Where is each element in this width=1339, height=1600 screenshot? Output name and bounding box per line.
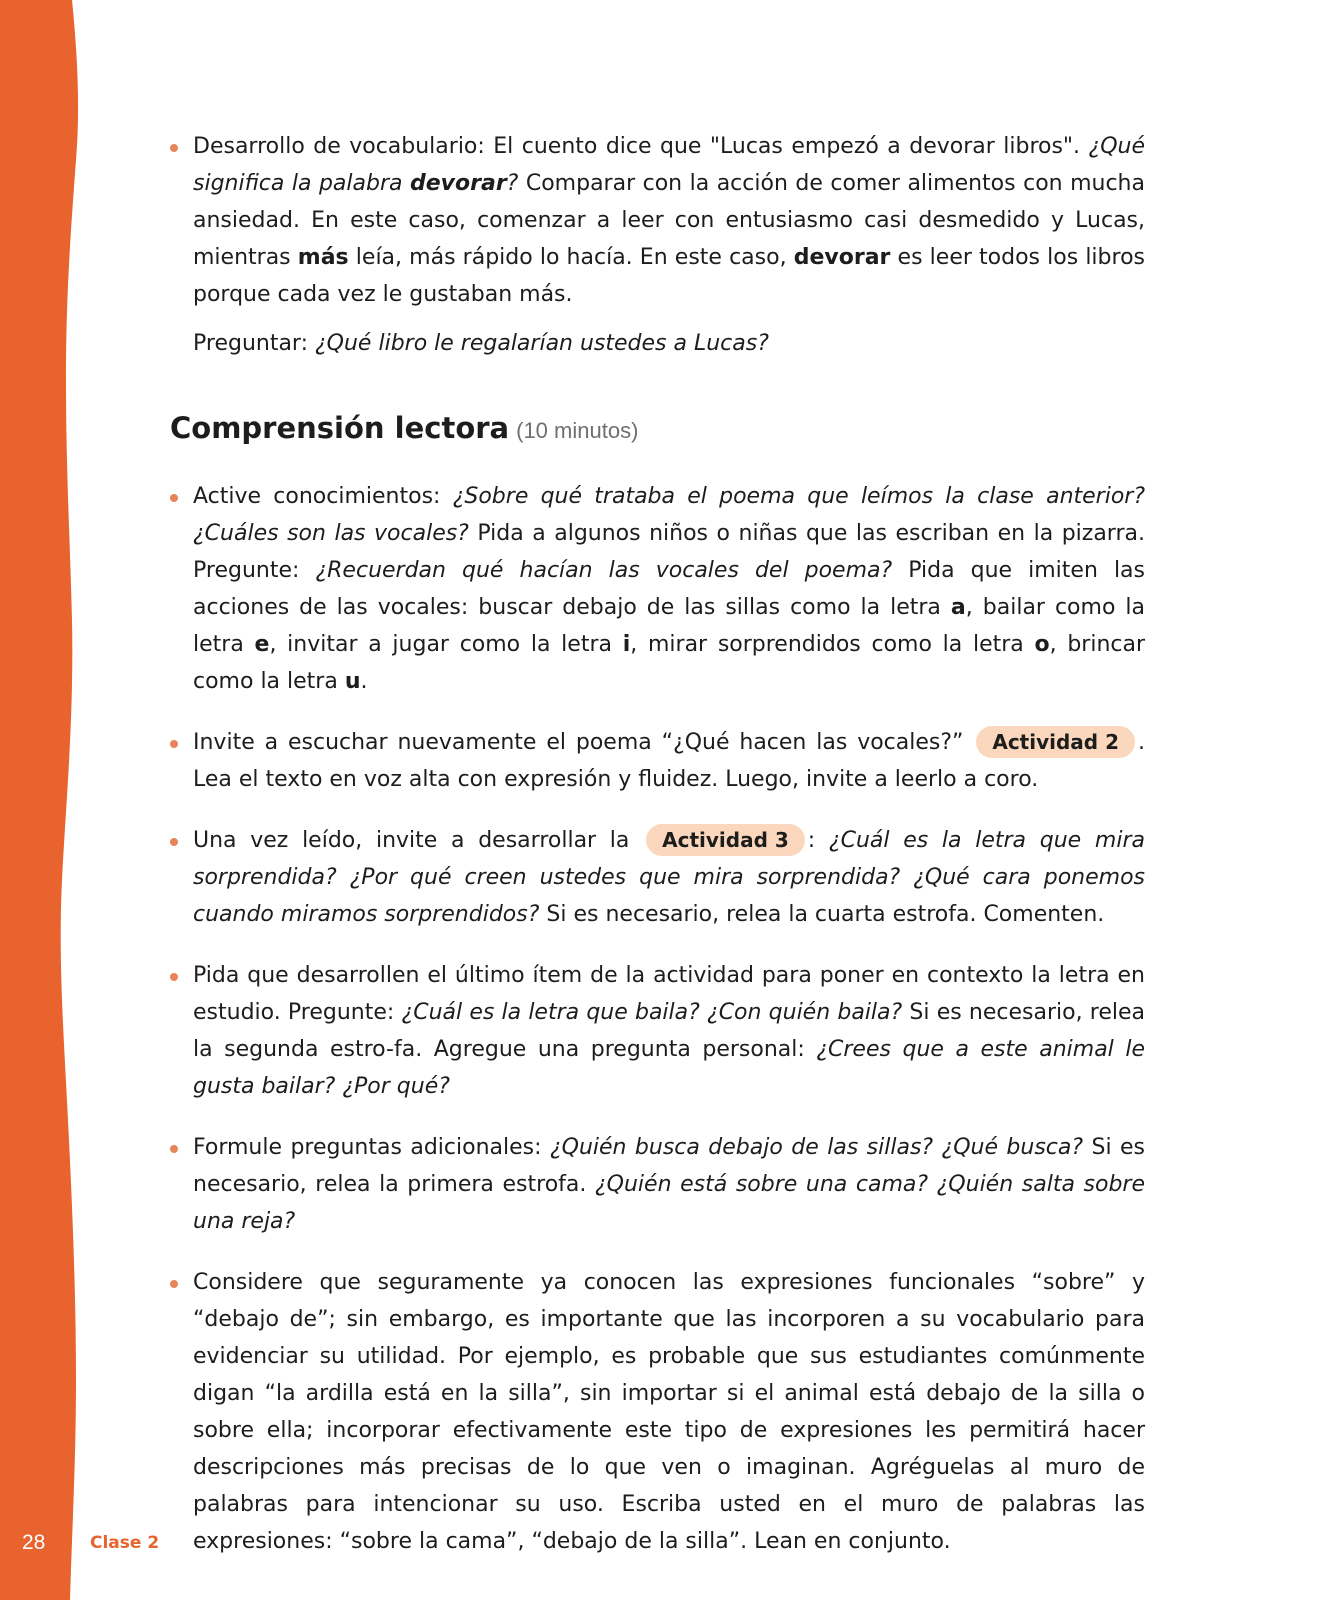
text: Considere que seguramente ya conocen las expresiones funcionales “sobre” y “debajo de”; sin embargo, es importante que las incorporen a su vocabulario para evidenciar su utilidad. Por ejemplo, es probable que sus estudiantes comúnmente digan “la ardilla está en la silla”, sin importar si el animal está debajo de la silla o sobre ella; incorporar efectivamente este tipo de expresiones les permitirá hacer descripciones más precisas de lo que ven o imaginan. Agréguelas al muro de palabras para intencionar su uso. Escriba usted en el muro de palabras las expresiones: “sobre la cama”, “debajo de la silla”. Lean en conjunto.: [193, 1270, 1145, 1554]
text: , brincar como la letra: [193, 632, 1146, 694]
bullet-icon: [170, 1145, 178, 1153]
text: , bailar como la letra: [193, 595, 1145, 657]
bullet-icon: [170, 838, 178, 846]
question-text: ¿Sobre qué trataba el poema que leímos la clase anterior? ¿Cuáles son las vocales?: [193, 484, 1146, 546]
list-item-vocabulary: [170, 128, 1145, 313]
text: . Lea el texto en voz alta con expresión y fluidez. Luego, invite a leerlo a coro.: [193, 730, 1145, 792]
list-item-functional-expressions: [170, 1264, 1145, 1560]
text: Formule preguntas adicionales:: [193, 1135, 550, 1160]
text: Si es necesario, relea la segunda estro-fa. Agregue una pregunta personal:: [193, 1000, 1145, 1062]
orange-side-band: [0, 0, 90, 1600]
question-text: ¿Qué libro le regalarían ustedes a Lucas?: [315, 331, 769, 356]
letter: e: [254, 632, 270, 657]
text: Active conocimientos:: [193, 484, 453, 509]
letter: a: [950, 595, 966, 620]
question-text: ¿Cuál es la letra que baila? ¿Con quién baila?: [401, 1000, 903, 1025]
text: Si es necesario, relea la primera estrofa.: [193, 1135, 1146, 1197]
bullet-icon: [170, 144, 178, 152]
text: Desarrollo de vocabulario: El cuento dice que "Lucas empezó a devorar libros".: [193, 134, 1089, 159]
text: .: [360, 669, 368, 694]
question-text: ¿Quién está sobre una cama? ¿Quién salta sobre una reja?: [193, 1172, 1145, 1234]
text: :: [807, 828, 829, 853]
section-title: Comprensión lectora: [170, 411, 510, 445]
question-text: ¿Qué significa la palabra: [193, 134, 1145, 196]
bullet-icon: [170, 973, 178, 981]
keyword: más: [297, 245, 349, 270]
list-item-last-item: [170, 957, 1145, 1105]
main-content: [170, 128, 1145, 1584]
text: leía, más rápido lo hacía. En este caso,: [348, 245, 794, 270]
question-paragraph: [170, 325, 1145, 362]
list-item-activity-3: [170, 822, 1145, 933]
question-mark: ?: [506, 171, 519, 196]
text: Invite a escuchar nuevamente el poema “¿Qué hacen las vocales?”: [193, 730, 964, 755]
bullet-icon: [170, 740, 178, 748]
letter: o: [1034, 632, 1050, 657]
question-text: ¿Crees que a este animal le gusta bailar? ¿Por qué?: [193, 1037, 1145, 1099]
text: Si es necesario, relea la cuarta estrofa. Comenten.: [539, 902, 1105, 927]
activity-badge: Actividad 2: [976, 726, 1135, 758]
class-label: Clase 2: [90, 1533, 160, 1553]
question-text: ¿Quién busca debajo de las sillas? ¿Qué busca?: [549, 1135, 1084, 1160]
question-text: ¿Cuál es la letra que mira sorprendida? ¿Por qué creen ustedes que mira sorprendida? ¿Qué cara ponemos cuando miramos sorprendidos?: [193, 828, 1145, 927]
list-item-additional-questions: [170, 1129, 1145, 1240]
text: , mirar sorprendidos como la letra: [630, 632, 1035, 657]
keyword: devorar: [793, 245, 891, 270]
text: Pida que imiten las acciones de las vocales: buscar debajo de las sillas como la letra: [193, 558, 1145, 620]
text: Una vez leído, invite a desarrollar la: [193, 828, 630, 853]
list-item-activate-knowledge: [170, 478, 1145, 700]
activity-badge: Actividad 3: [646, 824, 805, 856]
bullet-icon: [170, 1280, 178, 1288]
text: Pida que desarrollen el último ítem de la actividad para poner en contexto la letra en estudio. Pregunte:: [193, 963, 1145, 1025]
text: es leer todos los libros porque cada vez le gustaban más.: [193, 245, 1145, 307]
keyword: devorar: [410, 171, 507, 196]
text: , invitar a jugar como la letra: [269, 632, 623, 657]
section-heading: [170, 408, 1145, 452]
letter: u: [344, 669, 361, 694]
bullet-icon: [170, 494, 178, 502]
page-number: 28: [22, 1531, 46, 1554]
list-item-listen-poem: [170, 724, 1145, 798]
text: Pida a algunos niños o niñas que las escriban en la pizarra. Pregunte:: [193, 521, 1145, 583]
question-text: ¿Recuerdan qué hacían las vocales del poema?: [315, 558, 893, 583]
text: Comparar con la acción de comer alimentos con mucha ansiedad. En este caso, comenzar a leer con entusiasmo casi desmedido y Lucas, mientras: [193, 171, 1145, 270]
letter: i: [622, 632, 631, 657]
section-duration: (10 minutos): [516, 418, 639, 443]
text: Preguntar:: [193, 331, 315, 356]
